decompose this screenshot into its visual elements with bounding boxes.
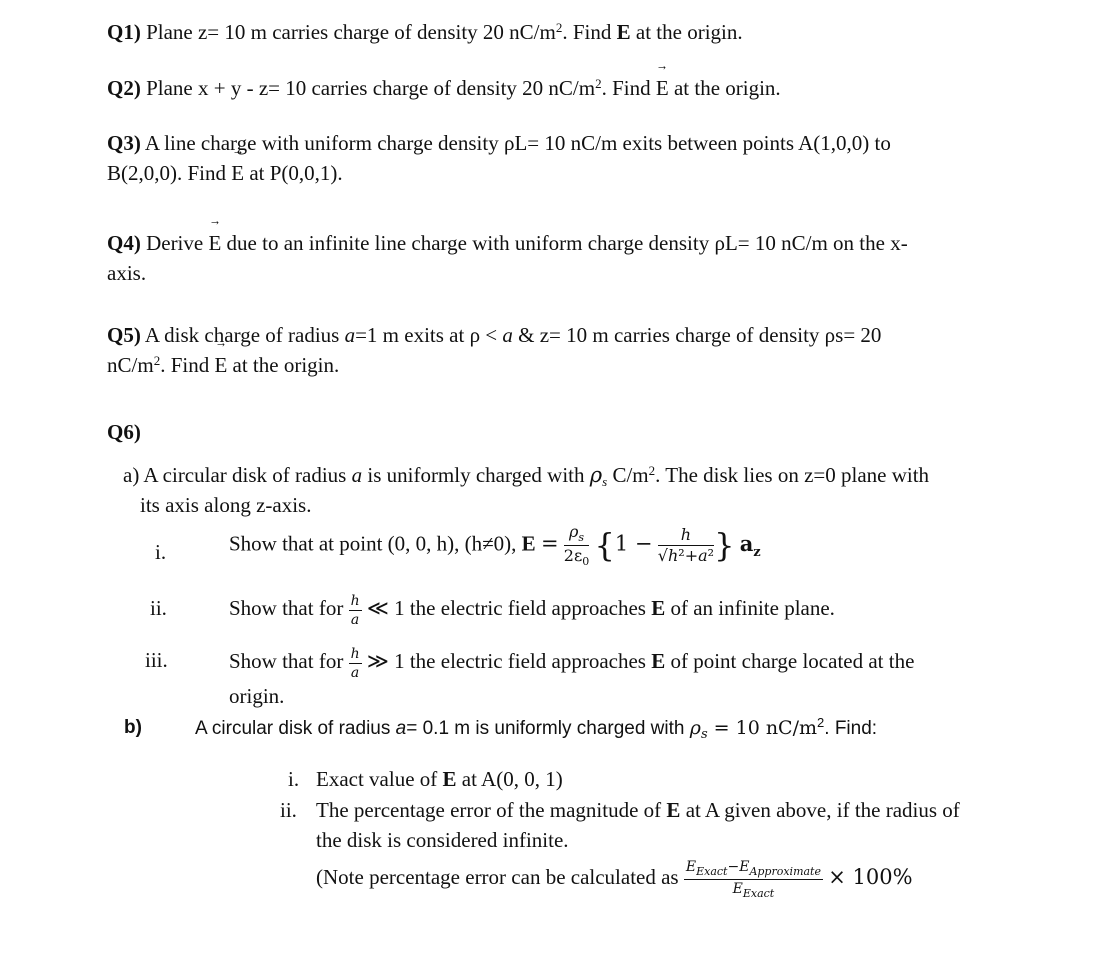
q3-line1: A line charge with uniform charge density ρL= 10 nC/m exits between points A(1,0,0) to [144,131,891,155]
item-iii-text: Show that for $\frac{h}{a}$ ≫ 1 the electric field approaches E of point charge located at the origin. [229,645,915,708]
q3-line2: B(2,0,0). Find → E at P(0,0,1). [107,161,343,185]
q5-line2: $nC/m^2$. Find → E at the origin. [107,353,339,377]
question-4 [107,228,1060,288]
right-brace: } [714,526,735,565]
left-brace: { [594,526,615,565]
part-b-text: A circular disk of radius a= 0.1 m is uniformly charged with $\rho_s = 10$ $nC/m^2$. Find: [195,715,878,742]
q2-text: Plane x + y - z= 10 carries charge of density 20 $nC/m^2$. Find → E at the origin. [146,76,781,100]
q1-label: Q1) [107,20,141,44]
b-item-i-number: i. [288,767,300,791]
item-ii-number: ii. [150,596,167,620]
q4-line2: axis. [107,261,147,285]
e-vector: → E [656,73,669,103]
e-vector: → E [208,228,221,258]
q2-label: Q2) [107,76,141,100]
item-i-text: Show that at point (0, 0, h), (h≠0), E = $\frac{\rho_s}{2\varepsilon_0}$ {1 − $\frac{h}{\text{√h²+a²}}$ } $a_z$ [229,522,761,569]
one-minus: 1 − [614,531,653,556]
q4-label: Q4) [107,231,141,255]
question-1 [107,17,1060,47]
question-3 [107,128,1060,188]
item-i-number: i. [155,540,167,564]
q1-text: Plane z= 10 m carries charge of density 20 $nC/m^2$. Find E at the origin. [146,20,743,44]
e-vector: → E [231,158,244,188]
b-item-ii-text: The percentage error of the magnitude of E at A given above, if the radius of the disk is considered infinite. [316,798,960,852]
h-over-a-fraction: $\frac{h}{a}$ [350,592,360,628]
q6a-line1: a) A circular disk of radius a is uniformly charged with $\rho_s$ $C/m^2$. The disk lies on z=0 plane with [123,463,930,489]
q5-line1: A disk charge of radius a=1 m exits at ρ < a & z= 10 m carries charge of density ρs= 20 [144,323,882,347]
q4-line1: Derive → E due to an infinite line charge with uniform charge density ρL= 10 nC/m on the x- [146,231,908,255]
rho-over-2eps-fraction: $\frac{\rho_s}{2\varepsilon_0}$ [563,522,590,569]
h-over-a-fraction: $\frac{h}{a}$ [350,645,360,681]
e-vector: → E [214,350,227,380]
percentage-error-fraction: $\frac{E_{Exact}-E_{Approximate}}{E_{Exact}}$ [685,859,821,900]
part-b-label: b) [124,717,142,738]
q6-part-a [123,460,1060,520]
question-6-label: Q6) [107,420,141,444]
q3-label: Q3) [107,131,141,155]
q6a-line2: its axis along z-axis. [140,493,312,517]
b-item-ii-number: ii. [280,798,297,822]
question-2 [107,73,1060,103]
item-ii-text: Show that for $\frac{h}{a}$ ≪ 1 the electric field approaches E of an infinite plane. [229,592,835,628]
percentage-error-note: (Note percentage error can be calculated as $\frac{E_{Exact}-E_{Approximate}}{E_{Exact}}$ × 100% [316,859,913,900]
item-iii-number: iii. [145,648,168,672]
b-item-i-text: Exact value of E at A(0, 0, 1) [316,767,563,791]
q5-label: Q5) [107,323,141,347]
question-5 [107,320,1060,380]
h-over-sqrt-fraction: $\frac{h}{\text{√h²+a²}}$ [657,525,715,566]
